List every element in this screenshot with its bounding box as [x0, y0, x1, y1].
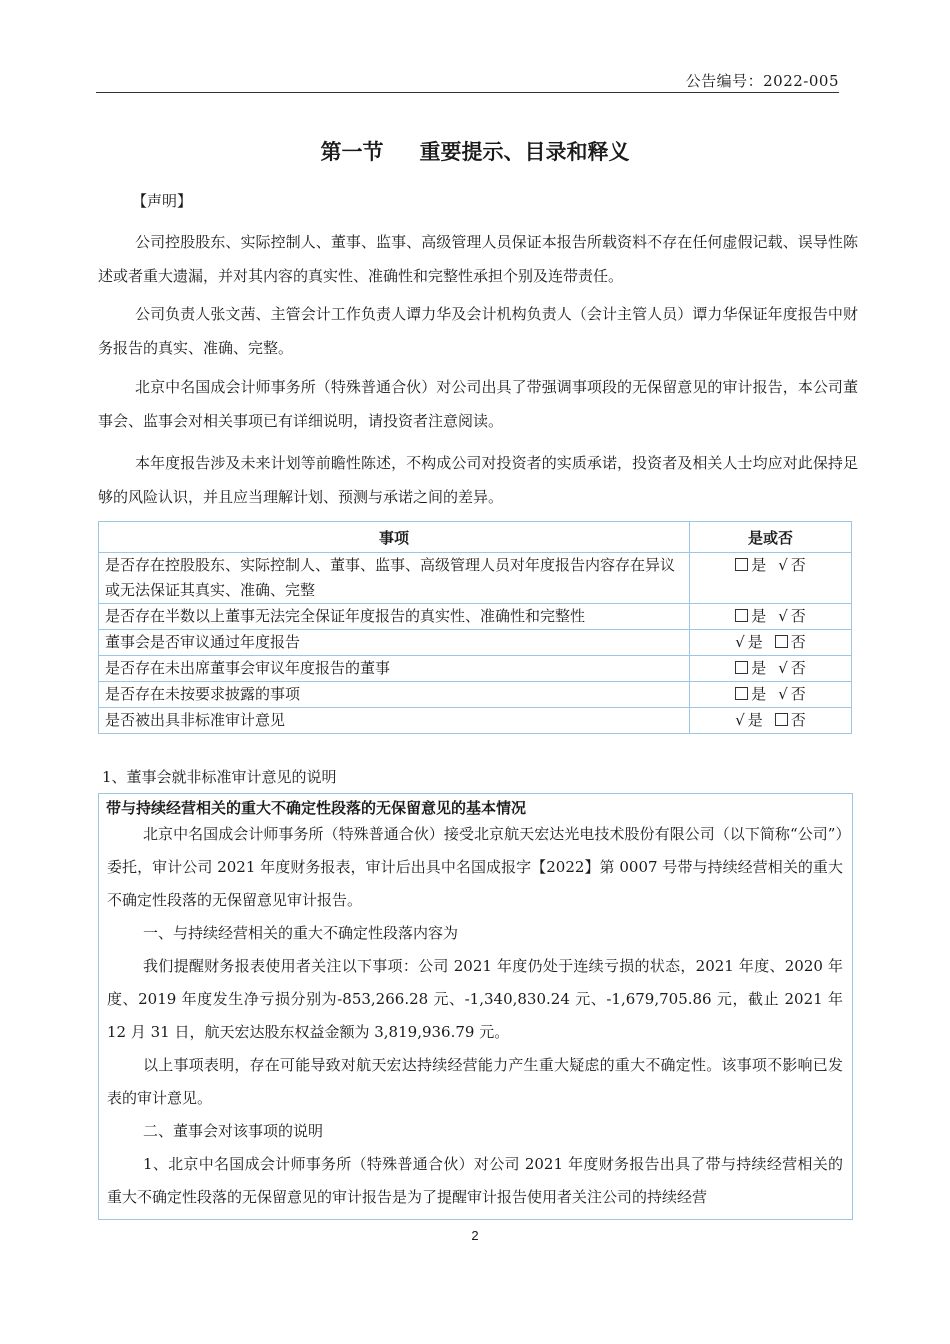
row-answer — [690, 682, 852, 708]
declaration-paragraph: 公司负责人张文茜、主管会计工作负责人谭力华及会计机构负责人（会计主管人员）谭力华保证年度报告中财务报告的真实、准确、完整。 — [98, 305, 858, 357]
empty-checkbox-icon — [775, 635, 788, 648]
row-answer — [690, 604, 852, 630]
page-title — [96, 136, 854, 166]
row-question: 是否存在半数以上董事无法完全保证年度报告的真实性、准确性和完整性 — [99, 604, 690, 630]
no-label: 否 — [790, 711, 806, 729]
empty-checkbox-icon — [735, 558, 748, 571]
yes-label: 是 — [751, 685, 767, 703]
box-paragraph: 以上事项表明，存在可能导致对航天宏达持续经营能力产生重大疑虑的重大不确定性。该事项不影响已发表的审计意见。 — [107, 1056, 843, 1107]
no-option — [778, 553, 806, 578]
box-paragraph: 我们提醒财务报表使用者关注以下事项：公司 2021 年度仍处于连续亏损的状态，2021 年度、2020 年度、2019 年度发生净亏损分别为-853,266.28 元、-1,340,830.24 元、-1,679,705.86 元，截止 2021 年 12 月 31 日，航天宏达股东权益金额为 3,819,936.79 元。 — [107, 957, 843, 1041]
yes-option — [735, 553, 766, 578]
column-header-item: 事项 — [99, 522, 690, 553]
empty-checkbox-icon — [735, 661, 748, 674]
checkmark-icon: √ — [735, 633, 745, 651]
section-heading: 重要提示、目录和释义 — [419, 140, 630, 164]
table-header-row — [99, 522, 852, 553]
non-standard-opinion-heading: 1、董事会就非标准审计意见的说明 — [102, 768, 337, 786]
no-option — [778, 656, 806, 681]
declaration-paragraph: 公司控股股东、实际控制人、董事、监事、高级管理人员保证本报告所载资料不存在任何虚假记载、误导性陈述或者重大遗漏，并对其内容的真实性、准确性和完整性承担个别及连带责任。 — [98, 233, 858, 285]
yes-label: 是 — [751, 556, 767, 574]
no-label: 否 — [790, 659, 806, 677]
declaration-paragraph: 北京中名国成会计师事务所（特殊普通合伙）对公司出具了带强调事项段的无保留意见的审计报告，本公司董事会、监事会对相关事项已有详细说明，请投资者注意阅读。 — [98, 378, 858, 430]
no-label: 否 — [790, 633, 806, 651]
yes-option — [735, 656, 766, 681]
row-question: 是否存在控股股东、实际控制人、董事、监事、高级管理人员对年度报告内容存在异议或无法保证其真实、准确、完整 — [99, 553, 690, 604]
row-question: 是否存在未出席董事会审议年度报告的董事 — [99, 656, 690, 682]
table-row — [99, 604, 852, 630]
row-answer — [690, 708, 852, 734]
empty-checkbox-icon — [735, 609, 748, 622]
yes-option — [735, 682, 766, 707]
table-row — [99, 630, 852, 656]
no-label: 否 — [790, 607, 806, 625]
table-row — [99, 708, 852, 734]
no-label: 否 — [790, 556, 806, 574]
row-answer — [690, 656, 852, 682]
confirmation-table — [98, 521, 852, 734]
checkmark-icon: √ — [778, 556, 788, 574]
no-option — [778, 682, 806, 707]
section-label: 第一节 — [320, 140, 384, 164]
yes-label: 是 — [751, 607, 767, 625]
audit-opinion-box — [98, 793, 853, 1220]
box-subheading: 一、与持续经营相关的重大不确定性段落内容为 — [143, 924, 459, 942]
yes-option — [735, 708, 763, 733]
checkmark-icon: √ — [778, 659, 788, 677]
box-title: 带与持续经营相关的重大不确定性段落的无保留意见的基本情况 — [106, 799, 527, 817]
empty-checkbox-icon — [775, 713, 788, 726]
table-row — [99, 553, 852, 604]
no-option — [775, 630, 806, 655]
row-answer — [690, 630, 852, 656]
empty-checkbox-icon — [735, 687, 748, 700]
box-paragraph: 1、北京中名国成会计师事务所（特殊普通合伙）对公司 2021 年度财务报告出具了带与持续经营相关的重大不确定性段落的无保留意见的审计报告是为了提醒审计报告使用者关注公司的持续经营 — [107, 1155, 843, 1206]
box-subheading: 二、董事会对该事项的说明 — [143, 1122, 324, 1140]
table-row — [99, 656, 852, 682]
announcement-number: 公告编号：2022-005 — [685, 72, 839, 90]
table-row — [99, 682, 852, 708]
yes-label: 是 — [751, 659, 767, 677]
column-header-answer: 是或否 — [690, 522, 852, 553]
page-number: 2 — [471, 1228, 479, 1243]
row-question: 是否存在未按要求披露的事项 — [99, 682, 690, 708]
no-label: 否 — [790, 685, 806, 703]
yes-label: 是 — [747, 711, 763, 729]
checkmark-icon: √ — [778, 607, 788, 625]
yes-label: 是 — [747, 633, 763, 651]
declaration-label: 【声明】 — [132, 192, 193, 210]
row-question: 董事会是否审议通过年度报告 — [99, 630, 690, 656]
no-option — [775, 708, 806, 733]
row-answer — [690, 553, 852, 604]
yes-option — [735, 604, 766, 629]
checkmark-icon: √ — [735, 711, 745, 729]
checkmark-icon: √ — [778, 685, 788, 703]
declaration-paragraph: 本年度报告涉及未来计划等前瞻性陈述，不构成公司对投资者的实质承诺，投资者及相关人士均应对此保持足够的风险认识，并且应当理解计划、预测与承诺之间的差异。 — [98, 454, 858, 506]
row-question: 是否被出具非标准审计意见 — [99, 708, 690, 734]
header-divider — [96, 92, 839, 93]
box-paragraph: 北京中名国成会计师事务所（特殊普通合伙）接受北京航天宏达光电技术股份有限公司（以下简称“公司”）委托，审计公司 2021 年度财务报表，审计后出具中名国成报字【2022】第 0007 号带与持续经营相关的重大不确定性段落的无保留意见审计报告。 — [107, 825, 843, 909]
no-option — [778, 604, 806, 629]
yes-option — [735, 630, 763, 655]
